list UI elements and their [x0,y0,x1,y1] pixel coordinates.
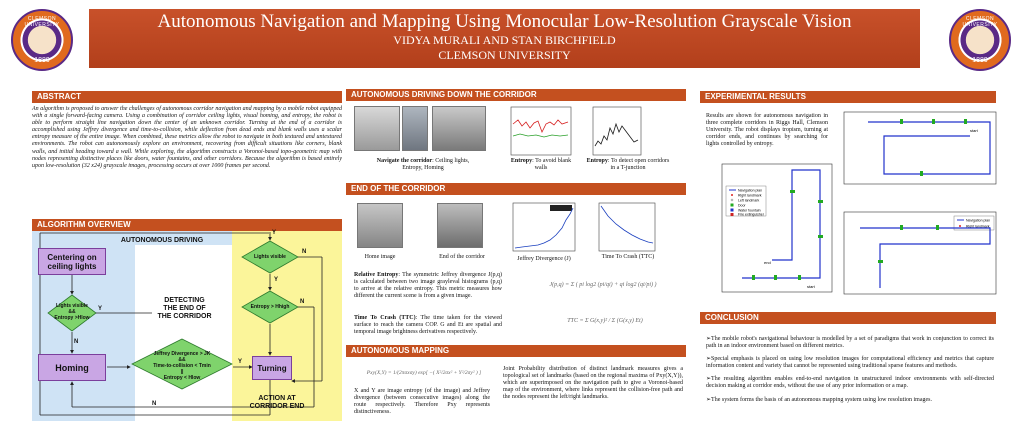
navigate-caption: Navigate the corridor: Ceiling lights, Entropy, Homing [376,158,470,171]
conclusion-bullet-2: ➢Special emphasis is placed on using low resolution images for computational efficiency and metrics that capture information content and variety that cannot be represented using traditional sparse features and methods. [706,356,994,370]
turning-box: Turning [252,356,292,380]
poster-title: Autonomous Navigation and Mapping Using Monocular Low-Resolution Grayscale Vision [157,11,852,32]
results-text: Results are shown for autonomous navigation in three complete corridors in Riggs Hall, Clemson University. The robot displays tropism, turning at corridor ends, and continues by searching for lights controlled by entropy. [706,113,828,148]
ttc-formula: TTC = Σ G(x,y)² / Σ (G(x,y) Et) [567,318,643,324]
mapping-heading: AUTONOMOUS MAPPING [346,345,686,357]
relative-entropy-text: Relative Entropy: The symmetric Jeffrey divergence J(p,q) is calculated between two image grayleval histograms (p,q) to arrive at the relative entropy. This metric measures how different the current scene is from a given image. [354,272,502,300]
lights-visible-diamond: Lights visible [254,254,286,260]
entropy-plot-walls [510,106,572,156]
abstract-heading: ABSTRACT [32,91,342,103]
end-corridor-image [437,203,483,248]
blank-wall-image [432,106,486,151]
conclusion-heading: CONCLUSION [700,312,996,324]
detecting-label: DETECTING THE END OF THE CORRIDOR [157,297,212,320]
svg-text:Navigation plan: Navigation plan [966,218,991,223]
svg-text:end: end [764,260,771,265]
poster-authors: VIDYA MURALI AND STAN BIRCHFIELD [393,33,616,47]
centering-box: Centering on ceiling lights [38,248,106,275]
end-corridor-caption: End of the corridor [439,254,485,260]
university-seal-right: CLEMSON UNIVERSITY 1889 [949,9,1011,71]
home-image [357,203,403,248]
map-plot-1 [712,160,834,300]
ttc-caption: Time To Crash (TTC) [601,254,655,260]
svg-text:start: start [970,128,978,133]
abstract-text: An algorithm is proposed to answer the challenges of autonomous corridor navigation and mapping by a mobile robot equipped with a single forward-facing camera. Using a combination of corridor ceiling lights, visual homing, and entropy, the robot is able to perform straight line navigation down the center of an unknown corridor. Turning at the end of a corridor is accomplished using Jeffrey divergence and time-to-collision, while deflection from dead ends and blank walls uses a scalar entropy measure of the entire image. When combined, these metrics allow the robot to navigate in both textured and untextured environments. The robot can autonomously explore an environment, recovering from difficult situations like corners, blank walls, and initial heading toward a wall. While exploring, the algorithm constructs a Voronoi-based topo-geometric map with nodes representing distinctive places like doors, water fountains, and other corridors. Because the algorithm is based entirely upon low-resolution (32 x24) grayscale images, processing occurs at over 1000 frames per second. [32,106,342,169]
conclusion-text [706,336,994,410]
home-image-caption: Home image [364,254,396,260]
jeffrey-formula: J(p,q) = Σ ( pi log2 (pi/qi) + qi log2 (qi/pi) ) [549,282,657,288]
end-corridor-heading: END OF THE CORRIDOR [346,183,686,195]
homing-box: Homing [38,354,106,381]
jeffrey-caption: Jeffrey Divergence (J) [517,256,571,262]
map-plot-2 [840,108,1000,188]
svg-text:Right landmark: Right landmark [738,193,762,198]
mapping-right-text: Joint Probability distribution of distinct landmark measures gives a topological set of landmarks (based on the regional maxima of Pxy(X,Y)), which are superimposed on the navigation path to give a Voronoi-based map of the environment, where links represent the collision-free path and the nodes represent the left/right landmarks. [503,366,683,401]
corridor-image-2 [402,106,428,151]
university-seal-left: CLEMSON UNIVERSITY 1889 [11,9,73,71]
svg-text:Navigation plan: Navigation plan [738,188,763,193]
svg-text:Left landmark: Left landmark [738,198,760,203]
svg-text:Fire extinguisher: Fire extinguisher [738,212,764,217]
ttc-text: Time To Crash (TTC): The time taken for the viewed surface to reach the camera COP. G and Et are spatial and temporal image brightness derivatives respectively. [354,315,502,336]
svg-text:start: start [807,284,815,289]
conclusion-bullet-4: ➢The system forms the basis of an autonomous mapping system using low resolution images. [706,396,933,403]
poster-header [0,0,1024,78]
results-heading: EXPERIMENTAL RESULTS [700,91,996,103]
blank-wall-caption: Entropy: To avoid blank walls [510,158,572,171]
poster-institution: CLEMSON UNIVERSITY [438,48,571,62]
corridor-image-1 [354,106,400,151]
junction-caption: Entropy: To detect open corridors in a T-junction [586,158,670,171]
time-to-crash-plot [598,202,656,252]
mapping-formula: Pxy(X,Y) = 1/(2πσxσy) exp[ −( X²/2σx² + Y²/2σy² ) ] [366,370,482,376]
map-plot-3 [840,208,1000,298]
mapping-left-text: X and Y are image entropy (of the image) and Jeffrey divergence (between consecutive images) along the route respectively. Therefore Pxy represents distinctiveness. [354,388,490,416]
jeffrey-divergence-plot [512,202,576,252]
entropy-plot-junction [592,106,642,156]
svg-text:Right landmark: Right landmark [966,224,990,229]
conclusion-bullet-3: ➢The resulting algorithm enables end-to-end navigation in unstructured indoor environments with self-directed decision making at corridor ends, without the use of any prior information or a map. [706,376,994,390]
entropy-high-diamond: Entropy > Hhigh [250,304,290,310]
svg-text:Water fountain: Water fountain [738,208,761,213]
action-label: ACTION AT CORRIDOR END [249,395,305,410]
end-condition-diamond: Jeffrey Divergence > JK && Time-to-collision < Tmin || Entropy < Hlow [153,351,211,381]
algorithm-heading: ALGORITHM OVERVIEW [32,219,342,231]
algorithm-flowchart: AUTONOMOUS DRIVING Centering on ceiling lights Lights visible Lights visible && Entropy >Hlow Entropy > Hhigh DETECTING THE END OF THE CORRIDOR Jeffrey Divergence > JK && Time-to-collision < Tmin || Entropy < Hlow Homing Turning ACTION AT CORRIDOR END Y N Y N Y N Y N [32,231,342,421]
lights-entropy-diamond: Lights visible && Entropy >Hlow [54,303,90,321]
conclusion-bullet-1: ➢The mobile robot's navigational behaviour is modelled by a set of paradigms that work in conjunction to correct its path in an indoor environment based on different metrics. [706,336,994,350]
autonomous-driving-label: AUTONOMOUS DRIVING [120,237,204,244]
svg-text:Door: Door [738,203,746,208]
driving-heading: AUTONOMOUS DRIVING DOWN THE CORRIDOR [346,89,686,101]
title-banner [89,9,920,68]
